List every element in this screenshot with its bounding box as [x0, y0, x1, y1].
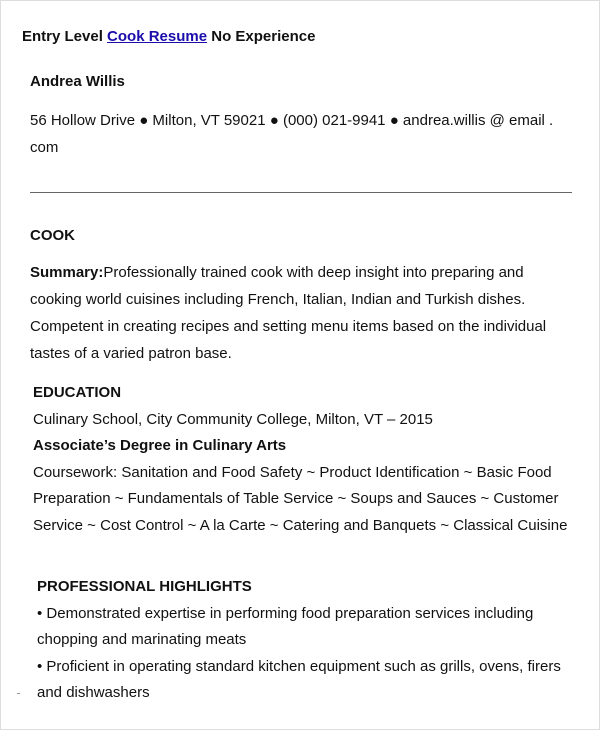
summary-label: Summary:: [30, 264, 104, 281]
contact-info: 56 Hollow Drive ● Milton, VT 59021 ● (000) 021-9941 ● andrea.willis @ email . com: [30, 112, 554, 156]
divider: [30, 192, 572, 193]
education-section: [33, 380, 578, 539]
highlight-item: • Proficient in operating standard kitchen equipment such as grills, ovens, firers and dishwashers: [37, 657, 561, 701]
summary-section: [30, 259, 575, 367]
title-suffix: No Experience: [211, 28, 316, 45]
education-school: Culinary School, City Community College, Milton, VT – 2015: [33, 410, 433, 428]
summary-text: Professionally trained cook with deep insight into preparing and cooking world cuisines including French, Italian, Indian and Turkish dishes. Competent in creating recipes and setting menu items based on the individual tastes of a varied patron base.: [30, 264, 547, 362]
candidate-name: Andrea Willis: [30, 73, 125, 90]
page-mark: [17, 693, 20, 694]
cook-resume-link[interactable]: Cook Resume: [107, 28, 208, 45]
education-degree: Associate’s Degree in Culinary Arts: [33, 437, 287, 454]
document-title: [22, 28, 315, 45]
title-prefix: Entry Level: [22, 28, 103, 45]
job-title: COOK: [30, 227, 75, 244]
highlights-section: [37, 574, 582, 707]
education-heading: EDUCATION: [33, 384, 122, 401]
highlights-heading: PROFESSIONAL HIGHLIGHTS: [37, 578, 252, 595]
education-coursework: Coursework: Sanitation and Food Safety ~ Product Identification ~ Basic Food Preparation ~ Fundamentals of Table Service ~ Soups and Sauces ~ Customer Service ~ Cost Control ~ A la Carte ~ Catering and Banquets ~ Classical Cuisine: [33, 463, 568, 534]
highlight-item: • Demonstrated expertise in performing food preparation services including chopping and marinating meats: [37, 604, 534, 648]
